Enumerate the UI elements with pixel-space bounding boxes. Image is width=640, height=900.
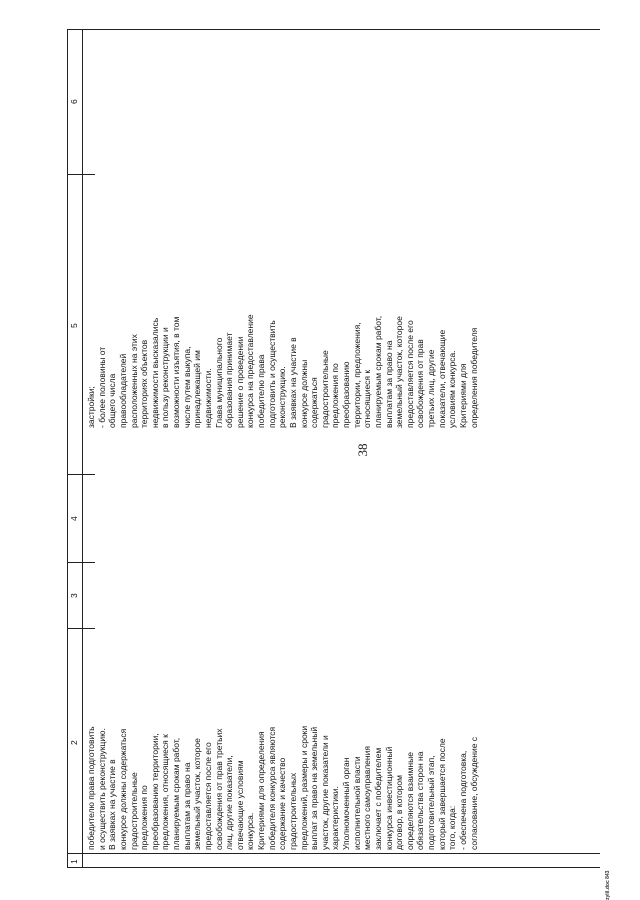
col-divider-2 xyxy=(67,628,95,629)
text-line: и осуществить реконструкцию. xyxy=(96,728,107,850)
table-top-border xyxy=(67,30,68,868)
text-line: недвижимости. xyxy=(202,368,213,428)
text-line: территории, предложения, xyxy=(351,322,362,428)
text-line: обязательства сторон на xyxy=(415,751,426,850)
text-line: градостроительные xyxy=(319,350,330,428)
text-line: планируемым срокам работ, xyxy=(372,315,383,428)
text-line: расположенных на этих xyxy=(128,334,139,428)
text-line: конкурса на предоставление xyxy=(245,314,256,428)
text-line: реконструкцию. xyxy=(277,366,288,428)
text-line: числе путем выкупа, xyxy=(181,346,192,428)
text-line: - обеспечена подготовка, xyxy=(457,750,468,850)
text-line: общего числа xyxy=(107,373,118,428)
text-line: градостроительные xyxy=(128,772,139,850)
footer-file-mark: zylil.doc 843 xyxy=(605,870,611,900)
text-line: победителю права xyxy=(256,354,266,428)
table-left-border xyxy=(67,867,600,868)
text-line: подготовительный этап, xyxy=(426,755,436,850)
text-line: победителю права подготовить xyxy=(86,726,96,850)
text-line: того, когда: xyxy=(447,805,458,850)
text-line: показатели, отвечающие xyxy=(436,329,447,428)
col-divider-3 xyxy=(67,562,95,563)
column-2-text xyxy=(86,632,479,850)
text-line: участок, другие показатели и xyxy=(319,735,330,850)
text-line: территориях объектов xyxy=(139,339,150,428)
text-line: освобождения от прав xyxy=(415,339,426,428)
text-line: В заявках на участие в xyxy=(287,337,298,428)
table-right-border xyxy=(67,29,600,30)
column-number-4: 4 xyxy=(69,516,79,521)
text-line: конкурсе должны содержаться xyxy=(117,728,128,850)
text-line: застройки; xyxy=(86,386,96,428)
text-line: предоставляется после его xyxy=(202,742,213,850)
text-line: преобразованию территории, xyxy=(149,733,160,850)
text-line: правообладателей xyxy=(117,353,128,428)
text-line: планируемым срокам работ, xyxy=(171,737,181,850)
text-line: третьих лиц, другие xyxy=(426,349,436,428)
text-line: возможности изъятия, в том xyxy=(171,316,181,428)
text-line: в пользу реконструкции и xyxy=(160,327,171,428)
text-line: условиям конкурса. xyxy=(447,350,458,428)
text-line: отвечающие условиям xyxy=(234,760,245,850)
text-line: земельный участок, которое xyxy=(192,738,203,850)
text-line: заключает с победителем xyxy=(372,747,383,850)
text-line: согласование, обсуждение с xyxy=(468,736,479,850)
text-line: выплатам за право на xyxy=(383,340,394,428)
column-number-6: 6 xyxy=(69,99,79,104)
column-number-5: 5 xyxy=(69,323,79,328)
text-line: предложения по xyxy=(139,785,150,850)
column-5-text xyxy=(86,178,479,428)
text-line: образования принимает xyxy=(224,332,235,428)
text-line: исполнительной власти xyxy=(351,756,362,850)
text-line: содержаться xyxy=(309,377,320,428)
text-line: конкурсе должны xyxy=(298,359,309,428)
text-line: определяются взаимные xyxy=(404,752,415,850)
text-line: - более половины от xyxy=(96,346,107,428)
text-line: выплатам за право на xyxy=(181,762,192,850)
text-line: договор, в котором xyxy=(394,775,405,850)
text-line: предложения, относящиеся к xyxy=(160,734,171,850)
text-line: Уполномоченный орган xyxy=(341,757,351,850)
col-divider-4 xyxy=(67,474,95,475)
text-line: недвижимости высказались xyxy=(149,317,160,428)
text-line: градостроительных xyxy=(287,772,298,850)
text-line: содержание и качество xyxy=(277,757,288,850)
text-line: определения победителя xyxy=(468,327,479,428)
page-number: 38 xyxy=(355,443,370,457)
text-line: решение о проведении xyxy=(234,336,245,428)
text-line: лиц, другие показатели, xyxy=(224,755,235,850)
column-number-3: 3 xyxy=(69,593,79,598)
text-line: земельный участок, которое xyxy=(394,316,405,428)
column-number-2: 2 xyxy=(69,740,79,745)
text-line: принадлежащей им xyxy=(192,350,203,428)
text-line: преобразованию xyxy=(341,361,351,428)
text-line: Глава муниципального xyxy=(213,337,224,428)
text-line: характеристики. xyxy=(330,786,341,850)
text-line: относящиеся к xyxy=(362,369,373,428)
text-line: предоставляется после его xyxy=(404,320,415,428)
text-line: конкурса инвестиционный xyxy=(383,746,394,850)
text-line: подготовить и осуществить xyxy=(266,320,277,428)
text-line: победителя конкурса являются xyxy=(266,726,277,850)
text-line: конкурса. xyxy=(245,812,256,850)
text-line: Критериями для xyxy=(457,363,468,428)
text-line: который завершается после xyxy=(436,738,447,850)
text-line: освобождения от прав третьих xyxy=(213,728,224,850)
col-divider-1 xyxy=(67,853,600,854)
text-line: предложений, размеры и сроки xyxy=(298,725,309,850)
text-line: В заявках на участие в xyxy=(107,759,118,850)
column-number-1: 1 xyxy=(69,859,79,864)
col-divider-5 xyxy=(67,174,95,175)
text-line: местного самоуправления xyxy=(362,746,373,850)
table xyxy=(67,30,600,868)
header-row-divider xyxy=(82,30,83,868)
text-line: предложения по xyxy=(330,363,341,428)
text-line: выплат за право на земельный xyxy=(309,726,320,850)
text-line: Критериями для определения xyxy=(256,731,266,850)
